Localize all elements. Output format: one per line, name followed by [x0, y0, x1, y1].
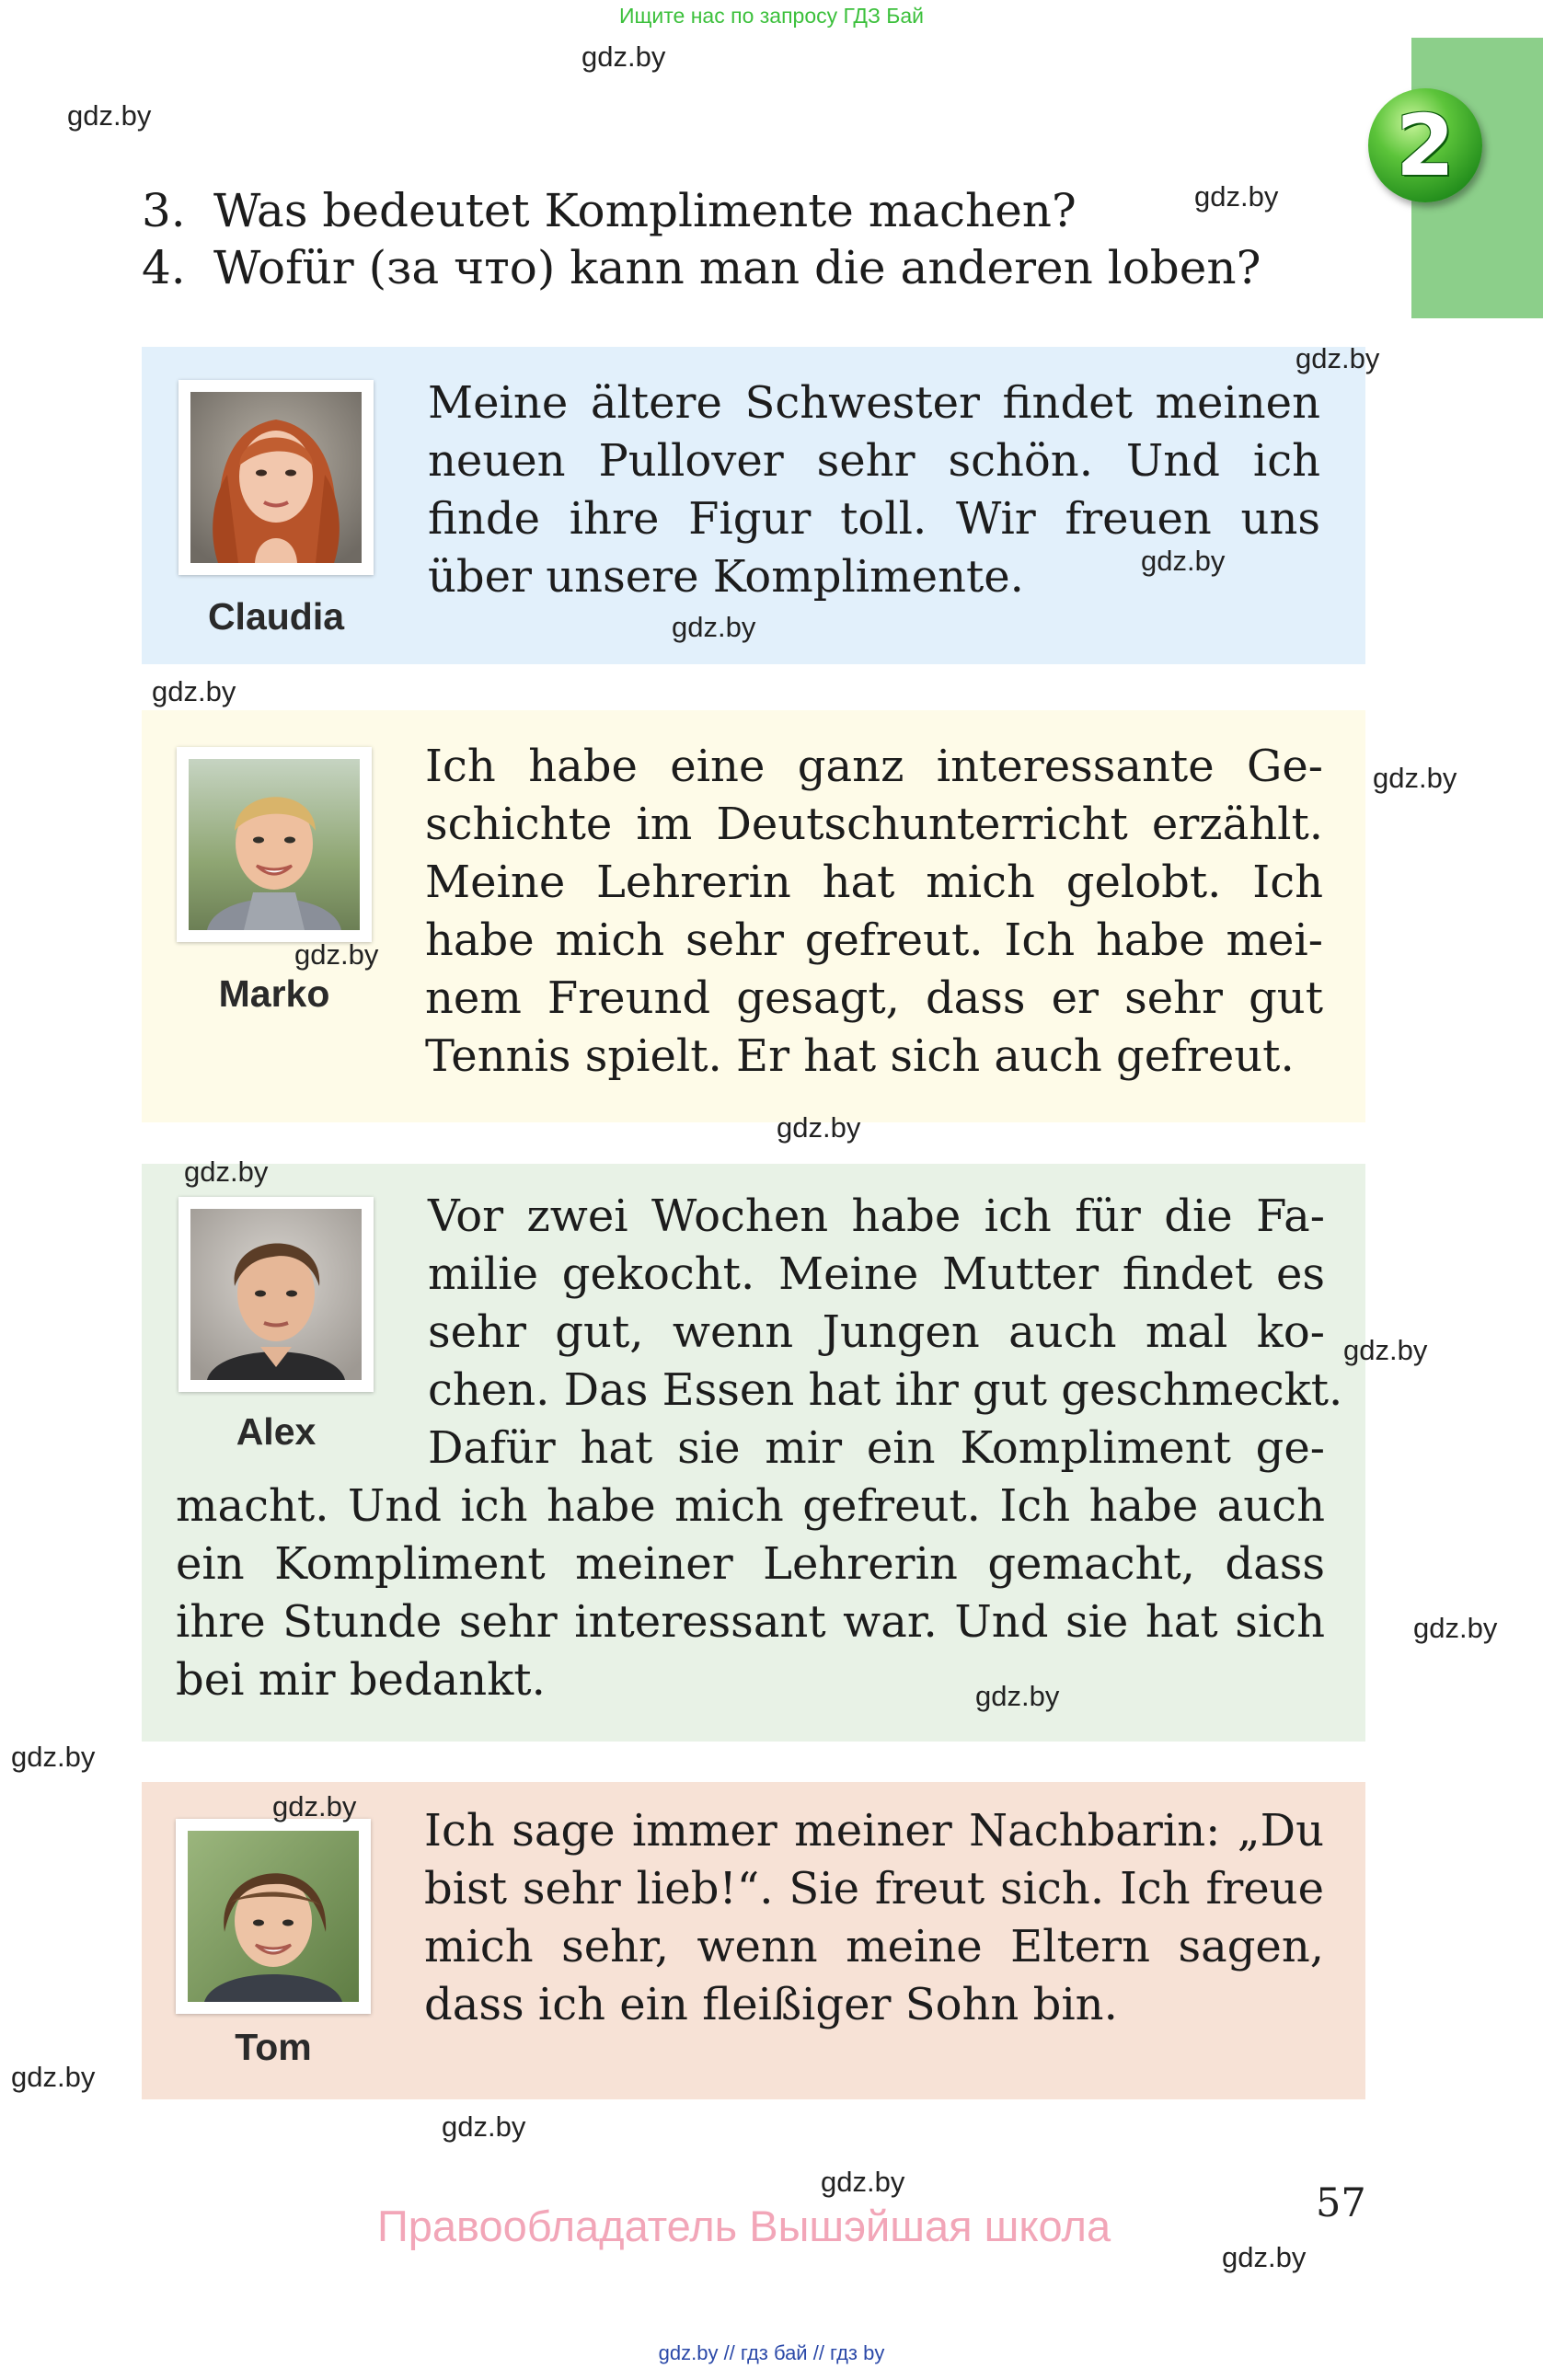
student-name: Alex — [236, 1410, 317, 1453]
text-card-marko — [142, 710, 1365, 1122]
question-number: 4. — [142, 241, 186, 294]
student-name: Claudia — [207, 595, 345, 638]
watermark: gdz.by — [11, 1741, 96, 1773]
bottom-links[interactable]: gdz.by // гдз бай // гдз by — [658, 2341, 885, 2364]
question-text: Wofür (за что) kann man die anderen loben? — [213, 241, 1261, 294]
text-line: macht. Und ich habe mich gefreut. Ich habe auch — [176, 1480, 1325, 1532]
watermark: gdz.by — [582, 40, 666, 73]
text-card-alex — [142, 1164, 1365, 1742]
text-line: dass ich ein fleißiger Sohn bin. — [424, 1979, 1118, 2030]
watermark: gdz.by — [152, 675, 236, 707]
text-card-tom — [142, 1782, 1365, 2099]
text-line: chen. Das Essen hat ihr gut geschmeckt. — [428, 1364, 1343, 1416]
text-line: über unsere Komplimente. — [428, 551, 1024, 603]
watermark: gdz.by — [1295, 342, 1380, 374]
student-name: Marko — [218, 972, 330, 1015]
text-line: Vor zwei Wochen habe ich für die Fa- — [428, 1190, 1325, 1242]
watermark: gdz.by — [672, 611, 756, 643]
watermark: gdz.by — [67, 99, 152, 132]
watermark: gdz.by — [1141, 545, 1226, 577]
text-line: schichte im Deutschunterricht erzählt. — [425, 799, 1323, 850]
chapter-number-badge: 2 — [1368, 88, 1482, 202]
page-number: 57 — [1316, 2180, 1366, 2226]
watermark: gdz.by — [1222, 2241, 1307, 2273]
text-line: finde ihre Figur toll. Wir freuen uns — [428, 493, 1320, 545]
watermark: gdz.by — [777, 1111, 861, 1144]
text-line: bist sehr lieb!“. Sie freut sich. Ich freue — [424, 1863, 1324, 1914]
card-text-top — [428, 1188, 1343, 1477]
watermark: gdz.by — [1413, 1612, 1498, 1644]
text-line: bei mir bedankt. — [176, 1654, 546, 1706]
watermark: gdz.by — [1194, 180, 1279, 213]
text-line: sehr gut, wenn Jungen auch mal ko- — [428, 1306, 1325, 1358]
text-line: ein Kompliment meiner Lehrerin gemacht, dass — [176, 1538, 1325, 1590]
copyright-notice: Правообладатель Вышэйшая школа — [377, 2202, 1111, 2250]
photo-alex — [178, 1197, 374, 1392]
text-line: Ich habe eine ganz interessante Ge- — [425, 741, 1323, 792]
card-text — [424, 1802, 1324, 2034]
text-line: Dafür hat sie mir ein Kompliment ge- — [428, 1422, 1325, 1474]
photo-tom — [176, 1819, 371, 2014]
question-4 — [142, 239, 1261, 296]
watermark: gdz.by — [1343, 1334, 1428, 1366]
watermark: gdz.by — [11, 2061, 96, 2093]
photo-claudia — [178, 380, 374, 575]
text-line: mich sehr, wenn meine Eltern sagen, — [424, 1921, 1324, 1972]
question-number: 3. — [142, 184, 186, 237]
text-line: Meine ältere Schwester findet meinen — [428, 377, 1320, 429]
text-line: Ich sage immer meiner Nachbarin: „Du — [424, 1805, 1324, 1857]
portrait-boy-image — [190, 1209, 362, 1380]
text-line: Meine Lehrerin hat mich gelobt. Ich — [425, 857, 1323, 908]
portrait-girl-image — [190, 392, 362, 563]
watermark: gdz.by — [184, 1156, 269, 1188]
text-line: Tennis spielt. Er hat sich auch gefreut. — [425, 1030, 1295, 1082]
photo-marko — [177, 747, 372, 942]
watermark: gdz.by — [1373, 762, 1457, 794]
card-text — [425, 738, 1323, 1086]
watermark: gdz.by — [442, 2110, 526, 2143]
question-3 — [142, 182, 1077, 239]
portrait-boy-image — [189, 759, 360, 930]
text-line: milie gekocht. Meine Mutter findet es — [428, 1248, 1325, 1300]
watermark: gdz.by — [294, 938, 379, 971]
question-text: Was bedeutet Komplimente machen? — [213, 184, 1077, 237]
portrait-boy-image — [188, 1831, 359, 2002]
watermark: gdz.by — [821, 2166, 905, 2198]
watermark: gdz.by — [272, 1790, 357, 1822]
watermark: gdz.by — [975, 1680, 1060, 1712]
student-name: Tom — [235, 2026, 312, 2068]
text-line: neuen Pullover sehr schön. Und ich — [428, 435, 1320, 487]
top-banner: Ищите нас по запросу ГДЗ Бай — [618, 4, 925, 28]
text-line: ihre Stunde sehr interessant war. Und sie hat sich — [176, 1596, 1325, 1648]
card-text-bottom — [176, 1477, 1325, 1709]
text-line: nem Freund gesagt, dass er sehr gut — [425, 972, 1323, 1024]
text-line: habe mich sehr gefreut. Ich habe mei- — [425, 914, 1323, 966]
